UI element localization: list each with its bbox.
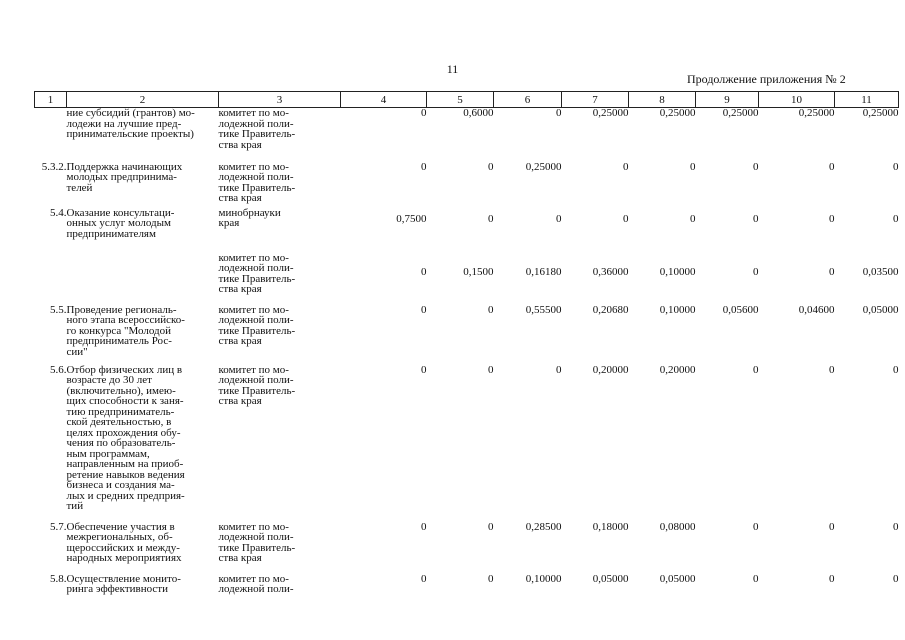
value-cell: 0 (690, 212, 696, 225)
row-number (35, 253, 67, 305)
header-row (35, 92, 899, 108)
appendix-note: Продолжение приложения № 2 (687, 72, 846, 86)
row-executor: комитет по мо- лодежной поли- тике Правитель- ства края (218, 107, 296, 151)
value-cell: 0,05600 (722, 303, 759, 316)
table-row (35, 365, 899, 522)
value-cell: 0 (893, 363, 899, 376)
value-cell: 0,10000 (525, 572, 562, 585)
col-header-10: 10 (759, 92, 835, 108)
row-title: ние субсидий (грантов) мо- лодежи на лучшие пред- принимательские проекты) (66, 107, 195, 140)
value-cell: 0 (893, 160, 899, 173)
row-number: 5.3.2. (41, 160, 67, 173)
value-cell: 0,28500 (525, 520, 562, 533)
row-number: 5.6. (50, 363, 67, 376)
row-number: 5.5. (50, 303, 67, 316)
row-executor: комитет по мо- лодежной поли- тике Правитель- ства края (218, 251, 296, 295)
value-cell: 0 (893, 520, 899, 533)
value-cell: 0 (556, 363, 562, 376)
value-cell: 0 (421, 572, 427, 585)
value-cell: 0 (421, 363, 427, 376)
value-cell: 0,25000 (592, 107, 629, 119)
value-cell: 0 (421, 265, 427, 278)
value-cell: 0,10000 (659, 265, 696, 278)
value-cell: 0,03500 (862, 265, 899, 278)
value-cell: 0 (753, 265, 759, 278)
value-cell: 0,20000 (659, 363, 696, 376)
col-header-7: 7 (562, 92, 629, 108)
table-row (35, 305, 899, 365)
table-row (35, 522, 899, 574)
value-cell: 0 (488, 520, 494, 533)
table-row (35, 162, 899, 208)
value-cell: 0 (829, 520, 835, 533)
value-cell: 0,20680 (592, 303, 629, 316)
value-cell: 0,25000 (659, 107, 696, 119)
value-cell: 0 (623, 160, 629, 173)
value-cell: 0 (753, 160, 759, 173)
table-row (35, 108, 899, 162)
row-title: Оказание консультаци- онных услуг молодым предпринимателям (66, 206, 175, 240)
value-cell: 0 (753, 212, 759, 225)
col-header-6: 6 (494, 92, 562, 108)
value-cell: 0 (556, 107, 562, 119)
value-cell: 0,6000 (463, 107, 494, 119)
value-cell: 0,55500 (525, 303, 562, 316)
value-cell: 0,20000 (592, 363, 629, 376)
row-number: 5.4. (50, 206, 67, 219)
value-cell: 0,25000 (722, 107, 759, 119)
col-header-5: 5 (427, 92, 494, 108)
value-cell: 0 (893, 212, 899, 225)
value-cell: 0 (893, 572, 899, 585)
row-title: Отбор физических лиц в возрасте до 30 лет (включительно), имею- щих способности к заня- тию предприниматель- ской деятельностью, в целях прохождения обу- чения по образователь- ным программам, направленным на приоб- ретение навыков ведения бизнеса и создания ма- лых и средних предприя- тий (66, 363, 185, 512)
program-table (34, 91, 899, 598)
col-header-9: 9 (696, 92, 759, 108)
value-cell: 0,16180 (525, 265, 562, 278)
table-row (35, 574, 899, 598)
value-cell: 0,36000 (592, 265, 629, 278)
row-number: 5.7. (50, 520, 67, 533)
row-executor: комитет по мо- лодежной поли- тике Правитель- ства края (218, 520, 296, 564)
row-title: Проведение региональ- ного этапа всероссийско- го конкурса "Молодой предприниматель Рос- сии" (66, 303, 185, 358)
col-header-3: 3 (219, 92, 341, 108)
value-cell: 0,1500 (463, 265, 494, 278)
value-cell: 0,7500 (396, 212, 427, 225)
value-cell: 0,05000 (659, 572, 696, 585)
value-cell: 0,04600 (798, 303, 835, 316)
value-cell: 0 (829, 212, 835, 225)
row-title: Обеспечение участия в межрегиональных, об- щероссийских и между- народных мероприятиях (66, 520, 182, 564)
col-header-11: 11 (835, 92, 899, 108)
value-cell: 0,10000 (659, 303, 696, 316)
row-number: 5.8. (50, 572, 67, 585)
value-cell: 0 (753, 520, 759, 533)
value-cell: 0 (421, 107, 427, 119)
value-cell: 0,08000 (659, 520, 696, 533)
value-cell: 0 (753, 572, 759, 585)
col-header-8: 8 (629, 92, 696, 108)
col-header-4: 4 (341, 92, 427, 108)
row-number (35, 108, 67, 162)
row-title: Поддержка начинающих молодых предпринима- телей (66, 160, 183, 194)
row-executor: минобрнауки края (218, 206, 281, 229)
value-cell: 0 (421, 520, 427, 533)
col-header-1: 1 (35, 92, 67, 108)
value-cell: 0 (421, 303, 427, 316)
value-cell: 0 (488, 363, 494, 376)
value-cell: 0 (690, 160, 696, 173)
row-title: Осуществление монито- ринга эффективности (66, 572, 181, 595)
value-cell: 0,25000 (525, 160, 562, 173)
page-number: 11 (446, 62, 459, 76)
value-cell: 0 (829, 363, 835, 376)
value-cell: 0,05000 (862, 303, 899, 316)
value-cell: 0 (488, 572, 494, 585)
row-executor: комитет по мо- лодежной поли- тике Правитель- ства края (218, 363, 296, 407)
value-cell: 0,25000 (798, 107, 835, 119)
value-cell: 0 (488, 160, 494, 173)
value-cell: 0 (421, 160, 427, 173)
value-cell: 0 (829, 572, 835, 585)
value-cell: 0 (623, 212, 629, 225)
value-cell: 0,05000 (592, 572, 629, 585)
row-executor: комитет по мо- лодежной поли- (218, 572, 294, 595)
col-header-2: 2 (67, 92, 219, 108)
value-cell: 0 (829, 160, 835, 173)
row-executor: комитет по мо- лодежной поли- тике Правитель- ства края (218, 160, 296, 204)
row-executor: комитет по мо- лодежной поли- тике Правитель- ства края (218, 303, 296, 347)
table-row (35, 253, 899, 305)
value-cell: 0 (556, 212, 562, 225)
table-row (35, 208, 899, 253)
value-cell: 0 (829, 265, 835, 278)
value-cell: 0,25000 (862, 107, 899, 119)
value-cell: 0,18000 (592, 520, 629, 533)
value-cell: 0 (488, 212, 494, 225)
value-cell: 0 (488, 303, 494, 316)
value-cell: 0 (753, 363, 759, 376)
